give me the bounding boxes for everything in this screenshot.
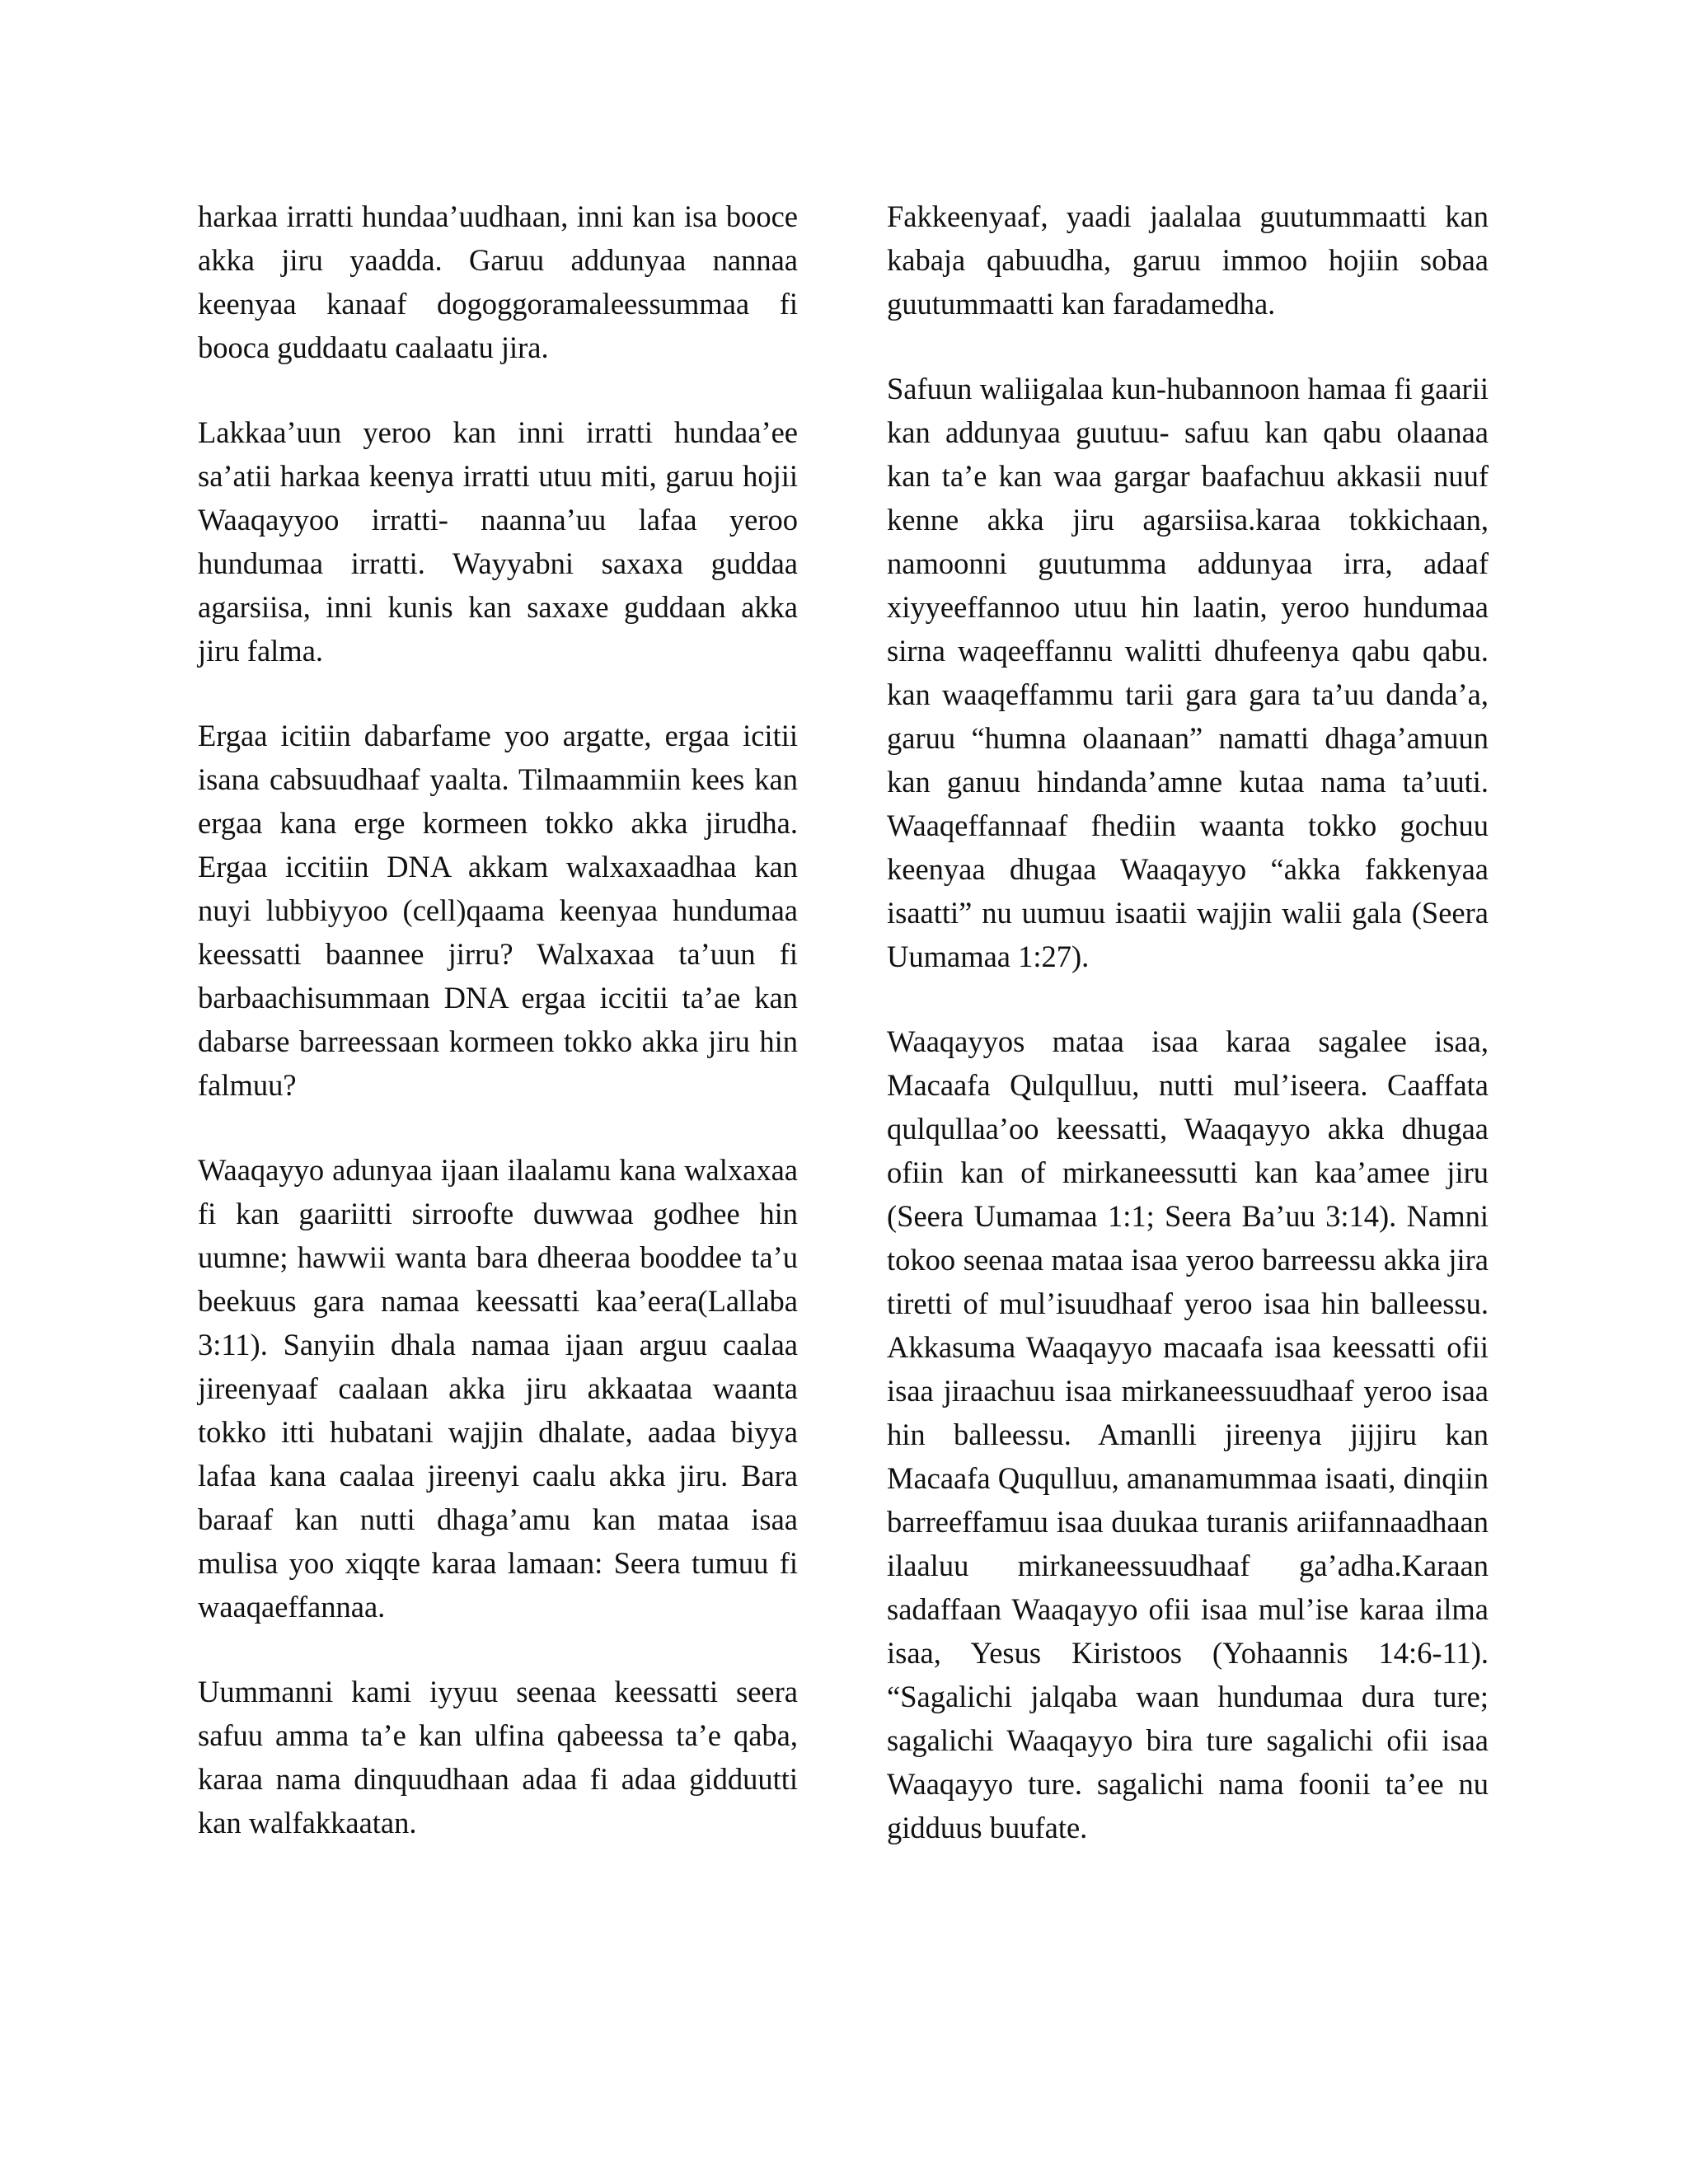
paragraph: Lakkaa’uun yeroo kan inni irratti hundaa’ee sa’atii harkaa keenya irratti utuu miti, garuu hojii Waaqayyoo irratti- naanna’uu lafaa yeroo hundumaa irratti. Wayyabni saxaxa guddaa agarsiisa, inni kunis kan saxaxe guddaan akka jiru falma.: [198, 415, 798, 668]
paragraph: Waaqayyos mataa isaa karaa sagalee isaa, Macaafa Qulqulluu, nutti mul’iseera. Caaffata qulqullaa’oo keessatti, Waaqayyo akka dhugaa ofiin kan of mirkaneessutti kan kaa’amee jiru (Seera Uumamaa 1:1; Seera Ba’uu 3:14). Namni tokoo seenaa mataa isaa yeroo barreessu akka jira tiretti of mul’isuudhaaf yeroo isaa hin balleessu. Akkasuma Waaqayyo macaafa isaa keessatti ofii isaa jiraachuu isaa mirkaneessuudhaaf yeroo isaa hin balleessu. Amanlli jireenya jijjiru kan Macaafa Ququlluu, amanamummaa isaati, dinqiin barreeffamuu isaa duukaa turanis ariifannaadhaan ilaaluu mirkaneessuudhaaf ga’adha.Karaan sadaffaan Waaqayyo ofii isaa mul’ise karaa ilma isaa, Yesus Kiristoos (Yohaannis 14:6-11). “Sagalichi jalqaba waan hundumaa dura ture; sagalichi Waaqayyo bira ture sagalichi ofii isaa Waaqayyo ture. sagalichi nama foonii ta’ee nu gidduus buufate.: [887, 1024, 1489, 1844]
paragraph: Waaqayyo adunyaa ijaan ilaalamu kana walxaxaa fi kan gaariitti sirroofte duwwaa godhee hin uumne; hawwii wanta bara dheeraa booddee ta’u beekuus gara namaa keessatti kaa’eera(Lallaba 3:11). Sanyiin dhala namaa ijaan arguu caalaa jireenyaaf caalaan akka jiru akkaataa waanta tokko itti hubatani wajjin dhalate, aadaa biyya lafaa kana caalaa jireenyi caalu akka jiru. Bara baraaf kan nutti dhaga’amu kan mataa isaa mulisa yoo xiqqte karaa lamaan: Seera tumuu fi waaqaeffannaa.: [198, 1153, 798, 1624]
paragraph: Uummanni kami iyyuu seenaa keessatti seera safuu amma ta’e kan ulfina qabeessa ta’e qaba, karaa nama dinquudhaan adaa fi adaa gidduutti kan walfakkaatan.: [198, 1675, 798, 1840]
paragraph: harkaa irratti hundaa’uudhaan, inni kan isa booce akka jiru yaadda. Garuu addunyaa nannaa keenyaa kanaaf dogoggoramaleessummaa fi booca guddaatu caalaatu jira.: [198, 199, 798, 364]
paragraph: Ergaa icitiin dabarfame yoo argatte, ergaa icitii isana cabsuudhaaf yaalta. Tilmaammiin kees kan ergaa kana erge kormeen tokko akka jirudha. Ergaa iccitiin DNA akkam walxaxaadhaa kan nuyi lubbiyyoo (cell)qaama keenyaa hundumaa keessatti baannee jirru? Walxaxaa ta’uun fi barbaachisummaan DNA ergaa iccitii ta’ae kan dabarse barreessaan kormeen tokko akka jiru hin falmuu?: [198, 719, 798, 1102]
paragraph: Fakkeenyaaf, yaadi jaalalaa guutummaatti kan kabaja qabuudha, garuu immoo hojiin sobaa guutummaatti kan faradamedha.: [887, 199, 1489, 321]
right-column: [887, 194, 1489, 1849]
left-column: [198, 194, 798, 1844]
paragraph: Safuun waliigalaa kun-hubannoon hamaa fi gaarii kan addunyaa guutuu- safuu kan qabu olaanaa kan ta’e kan waa gargar baafachuu akkasii nuuf kenne akka jiru agarsiisa.karaa tokkichaan, namoonni guutumma addunyaa irra, adaaf xiyyeeffannoo utuu hin laatin, yeroo hundumaa sirna waqeeffannu walitti dhufeenya qabu qabu. kan waaqeffammu tarii gara gara ta’uu danda’a, garuu “humna olaanaan” namatti dhaga’amuun kan ganuu hindanda’amne kutaa nama ta’uuti. Waaqeffannaaf fhediin waanta tokko gochuu keenyaa dhugaa Waaqayyo “akka fakkenyaa isaatti” nu uumuu isaatii wajjin walii gala (Seera Uumamaa 1:27).: [887, 372, 1489, 973]
